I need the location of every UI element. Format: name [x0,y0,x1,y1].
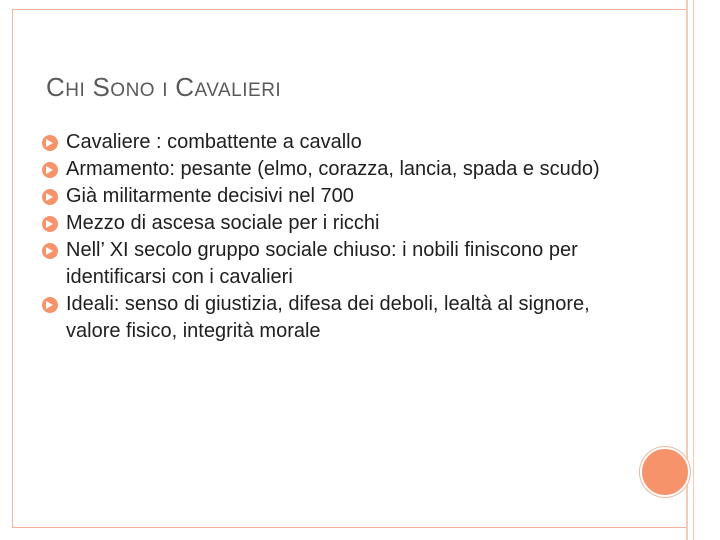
bullet-text: Nell’ XI secolo gruppo sociale chiuso: i nobili finiscono per identificarsi con i cavalieri [66,239,578,288]
frame-top-line [12,9,688,10]
bullet-text: Armamento: pesante (elmo, corazza, lancia, spada e scudo) [66,158,600,180]
title-cap: C [46,72,66,102]
frame-left-line [12,9,13,528]
title-smallcaps: HI [65,80,86,101]
title-smallcaps: AVALIERI [194,80,282,101]
arrow-bullet-icon [42,189,58,205]
bullet-text: Cavaliere : combattente a cavallo [66,131,362,153]
title-smallcaps: I [162,80,169,101]
bullet-text: Mezzo di ascesa sociale per i ricchi [66,212,380,234]
side-decor-line-thin [693,0,694,540]
bullet-item [42,291,612,345]
bullet-item [42,156,612,183]
bullet-item [42,129,612,156]
arrow-bullet-icon [42,297,58,313]
bullet-item [42,210,612,237]
slide-title [46,72,281,103]
arrow-bullet-icon [42,135,58,151]
arrow-bullet-icon [42,162,58,178]
bullet-text: Ideali: senso di giustizia, difesa dei deboli, lealtà al signore, valore fisico, integrità morale [66,293,590,342]
title-cap: C [175,72,195,102]
bullet-list [42,129,612,345]
bullet-text: Già militarmente decisivi nel 700 [66,185,354,207]
orange-circle-icon [640,447,690,497]
title-smallcaps: ONO [110,80,156,101]
title-cap: S [92,72,111,102]
bullet-item [42,237,612,291]
frame-bottom-line [12,527,688,528]
arrow-bullet-icon [42,243,58,259]
bullet-item [42,183,612,210]
arrow-bullet-icon [42,216,58,232]
